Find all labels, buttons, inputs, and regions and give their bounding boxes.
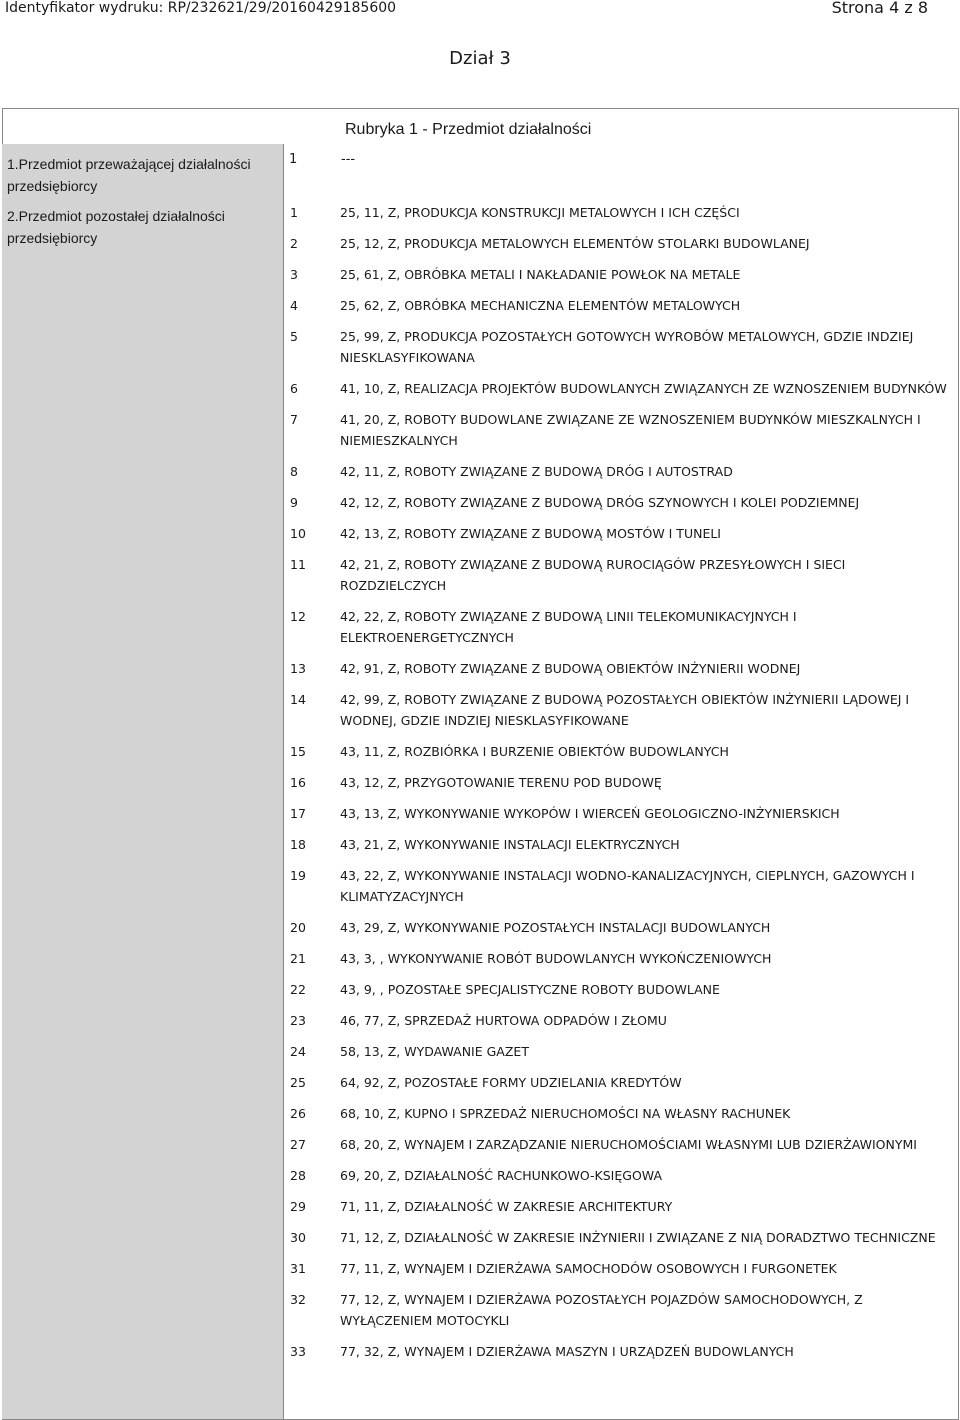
item-text: 71, 11, Z, DZIAŁALNOŚĆ W ZAKRESIE ARCHITEKTURY xyxy=(340,1199,673,1214)
list-item xyxy=(290,741,950,762)
item-number: 29 xyxy=(290,1199,306,1214)
rubric-title: Rubryka 1 - Przedmiot działalności xyxy=(345,121,592,138)
list-item xyxy=(290,658,950,679)
list-item xyxy=(290,865,950,907)
column-divider xyxy=(283,144,284,1419)
item-number: 1 xyxy=(290,205,298,220)
list-item xyxy=(290,1289,950,1331)
left-column xyxy=(2,144,283,1419)
list-item xyxy=(290,1196,950,1217)
item-number: 21 xyxy=(290,951,306,966)
item-number: 17 xyxy=(290,806,306,821)
list-item xyxy=(290,1227,950,1248)
list-item xyxy=(290,689,950,731)
item-number: 16 xyxy=(290,775,306,790)
list-item xyxy=(290,948,950,969)
list-item xyxy=(290,1341,950,1362)
item-text: 77, 11, Z, WYNAJEM I DZIERŻAWA SAMOCHODÓW OSOBOWYCH I FURGONETEK xyxy=(340,1261,837,1276)
item-number: 26 xyxy=(290,1106,306,1121)
item-text: 77, 32, Z, WYNAJEM I DZIERŻAWA MASZYN I URZĄDZEŃ BUDOWLANYCH xyxy=(340,1344,794,1359)
item-text: 71, 12, Z, DZIAŁALNOŚĆ W ZAKRESIE INŻYNIERII I ZWIĄZANE Z NIĄ DORADZTWO TECHNICZNE xyxy=(340,1230,936,1245)
item-text: 25, 61, Z, OBRÓBKA METALI I NAKŁADANIE POWŁOK NA METALE xyxy=(340,267,741,282)
item-text: 43, 13, Z, WYKONYWANIE WYKOPÓW I WIERCEŃ GEOLOGICZNO-INŻYNIERSKICH xyxy=(340,806,840,821)
item-number: 10 xyxy=(290,526,306,541)
item-number: 8 xyxy=(290,464,298,479)
item-text: 25, 99, Z, PRODUKCJA POZOSTAŁYCH GOTOWYCH WYROBÓW METALOWYCH, GDZIE INDZIEJ NIESKLASYFIKOWANA xyxy=(340,329,914,365)
list-item xyxy=(290,1258,950,1279)
list-item xyxy=(290,1103,950,1124)
list-item xyxy=(290,202,950,223)
section-title: Dział 3 xyxy=(449,48,511,69)
item-number: 24 xyxy=(290,1044,306,1059)
item-text: 43, 11, Z, ROZBIÓRKA I BURZENIE OBIEKTÓW BUDOWLANYCH xyxy=(340,744,729,759)
item-text: 25, 62, Z, OBRÓBKA MECHANICZNA ELEMENTÓW METALOWYCH xyxy=(340,298,741,313)
item-number: 2 xyxy=(290,236,298,251)
item-text: 25, 11, Z, PRODUKCJA KONSTRUKCJI METALOWYCH I ICH CZĘŚCI xyxy=(340,205,740,220)
item-text: 42, 91, Z, ROBOTY ZWIĄZANE Z BUDOWĄ OBIEKTÓW INŻYNIERII WODNEJ xyxy=(340,661,801,676)
item-number: 31 xyxy=(290,1261,306,1276)
list-item xyxy=(290,295,950,316)
list-item xyxy=(290,409,950,451)
item-number: 7 xyxy=(290,412,298,427)
list-item xyxy=(290,523,950,544)
list-item xyxy=(290,1072,950,1093)
item-number: 33 xyxy=(290,1344,306,1359)
list-item xyxy=(290,492,950,513)
list-item xyxy=(290,1165,950,1186)
item-number: 23 xyxy=(290,1013,306,1028)
item-text: 43, 12, Z, PRZYGOTOWANIE TERENU POD BUDOWĘ xyxy=(340,775,662,790)
list-item xyxy=(290,554,950,596)
list-item xyxy=(290,803,950,824)
item-number: 32 xyxy=(290,1292,306,1307)
item-number: 19 xyxy=(290,868,306,883)
item-number: 14 xyxy=(290,692,306,707)
list-item xyxy=(290,979,950,1000)
item-number: 25 xyxy=(290,1075,306,1090)
item-text: 64, 92, Z, POZOSTAŁE FORMY UDZIELANIA KREDYTÓW xyxy=(340,1075,682,1090)
item-number: 4 xyxy=(290,298,298,313)
other-activity-label: 2.Przedmiot pozostałej działalności przedsiębiorcy xyxy=(7,208,225,246)
print-identifier: Identyfikator wydruku: RP/232621/29/20160429185600 xyxy=(5,0,397,16)
list-item xyxy=(290,326,950,368)
list-item xyxy=(290,1041,950,1062)
item-text: 43, 21, Z, WYKONYWANIE INSTALACJI ELEKTRYCZNYCH xyxy=(340,837,680,852)
item-text: 58, 13, Z, WYDAWANIE GAZET xyxy=(340,1044,529,1059)
list-item xyxy=(290,1134,950,1155)
item-text: 42, 21, Z, ROBOTY ZWIĄZANE Z BUDOWĄ RUROCIĄGÓW PRZESYŁOWYCH I SIECI ROZDZIELCZYCH xyxy=(340,557,846,593)
item-text: 77, 12, Z, WYNAJEM I DZIERŻAWA POZOSTAŁYCH POJAZDÓW SAMOCHODOWYCH, Z WYŁĄCZENIEM MOTOCYKLI xyxy=(340,1292,863,1328)
item-text: 41, 20, Z, ROBOTY BUDOWLANE ZWIĄZANE ZE WZNOSZENIEM BUDYNKÓW MIESZKALNYCH I NIEMIESZKALNYCH xyxy=(340,412,921,448)
item-text: 43, 9, , POZOSTAŁE SPECJALISTYCZNE ROBOTY BUDOWLANE xyxy=(340,982,720,997)
item-text: 69, 20, Z, DZIAŁALNOŚĆ RACHUNKOWO-KSIĘGOWA xyxy=(340,1168,663,1183)
item-text: 41, 10, Z, REALIZACJA PROJEKTÓW BUDOWLANYCH ZWIĄZANYCH ZE WZNOSZENIEM BUDYNKÓW xyxy=(340,381,947,396)
item-number: 22 xyxy=(290,982,306,997)
item-number: 20 xyxy=(290,920,306,935)
list-item xyxy=(290,378,950,399)
item-number: 3 xyxy=(290,267,298,282)
item-text: 43, 3, , WYKONYWANIE ROBÓT BUDOWLANYCH WYKOŃCZENIOWYCH xyxy=(340,951,772,966)
item-number: 15 xyxy=(290,744,306,759)
main-row-text: --- xyxy=(341,152,356,167)
activity-list xyxy=(290,202,950,1372)
list-item xyxy=(290,461,950,482)
item-text: 42, 99, Z, ROBOTY ZWIĄZANE Z BUDOWĄ POZOSTAŁYCH OBIEKTÓW INŻYNIERII LĄDOWEJ I WODNEJ, GDZIE INDZIEJ NIESKLASYFIKOWANE xyxy=(340,692,910,728)
list-item xyxy=(290,917,950,938)
item-text: 42, 13, Z, ROBOTY ZWIĄZANE Z BUDOWĄ MOSTÓW I TUNELI xyxy=(340,526,721,541)
item-text: 43, 22, Z, WYKONYWANIE INSTALACJI WODNO-KANALIZACYJNYCH, CIEPLNYCH, GAZOWYCH I KLIMATYZACYJNYCH xyxy=(340,868,915,904)
item-number: 5 xyxy=(290,329,298,344)
item-number: 12 xyxy=(290,609,306,624)
list-item xyxy=(290,834,950,855)
item-text: 25, 12, Z, PRODUKCJA METALOWYCH ELEMENTÓW STOLARKI BUDOWLANEJ xyxy=(340,236,810,251)
item-number: 9 xyxy=(290,495,298,510)
page-number: Strona 4 z 8 xyxy=(831,0,928,17)
list-item xyxy=(290,772,950,793)
item-number: 30 xyxy=(290,1230,306,1245)
item-number: 18 xyxy=(290,837,306,852)
item-text: 68, 10, Z, KUPNO I SPRZEDAŻ NIERUCHOMOŚCI NA WŁASNY RACHUNEK xyxy=(340,1106,791,1121)
item-text: 42, 22, Z, ROBOTY ZWIĄZANE Z BUDOWĄ LINII TELEKOMUNIKACYJNYCH I ELEKTROENERGETYCZNYCH xyxy=(340,609,797,645)
list-item xyxy=(290,1010,950,1031)
item-number: 13 xyxy=(290,661,306,676)
item-text: 46, 77, Z, SPRZEDAŻ HURTOWA ODPADÓW I ZŁOMU xyxy=(340,1013,667,1028)
item-text: 43, 29, Z, WYKONYWANIE POZOSTAŁYCH INSTALACJI BUDOWLANYCH xyxy=(340,920,771,935)
main-activity-label: 1.Przedmiot przeważającej działalności przedsiębiorcy xyxy=(7,156,251,194)
item-number: 6 xyxy=(290,381,298,396)
item-text: 68, 20, Z, WYNAJEM I ZARZĄDZANIE NIERUCHOMOŚCIAMI WŁASNYMI LUB DZIERŻAWIONYMI xyxy=(340,1137,917,1152)
item-number: 28 xyxy=(290,1168,306,1183)
item-number: 11 xyxy=(290,557,306,572)
item-number: 27 xyxy=(290,1137,306,1152)
list-item xyxy=(290,264,950,285)
main-row-number: 1 xyxy=(289,152,298,167)
list-item xyxy=(290,233,950,254)
list-item xyxy=(290,606,950,648)
item-text: 42, 11, Z, ROBOTY ZWIĄZANE Z BUDOWĄ DRÓG I AUTOSTRAD xyxy=(340,464,733,479)
item-text: 42, 12, Z, ROBOTY ZWIĄZANE Z BUDOWĄ DRÓG SZYNOWYCH I KOLEI PODZIEMNEJ xyxy=(340,495,860,510)
